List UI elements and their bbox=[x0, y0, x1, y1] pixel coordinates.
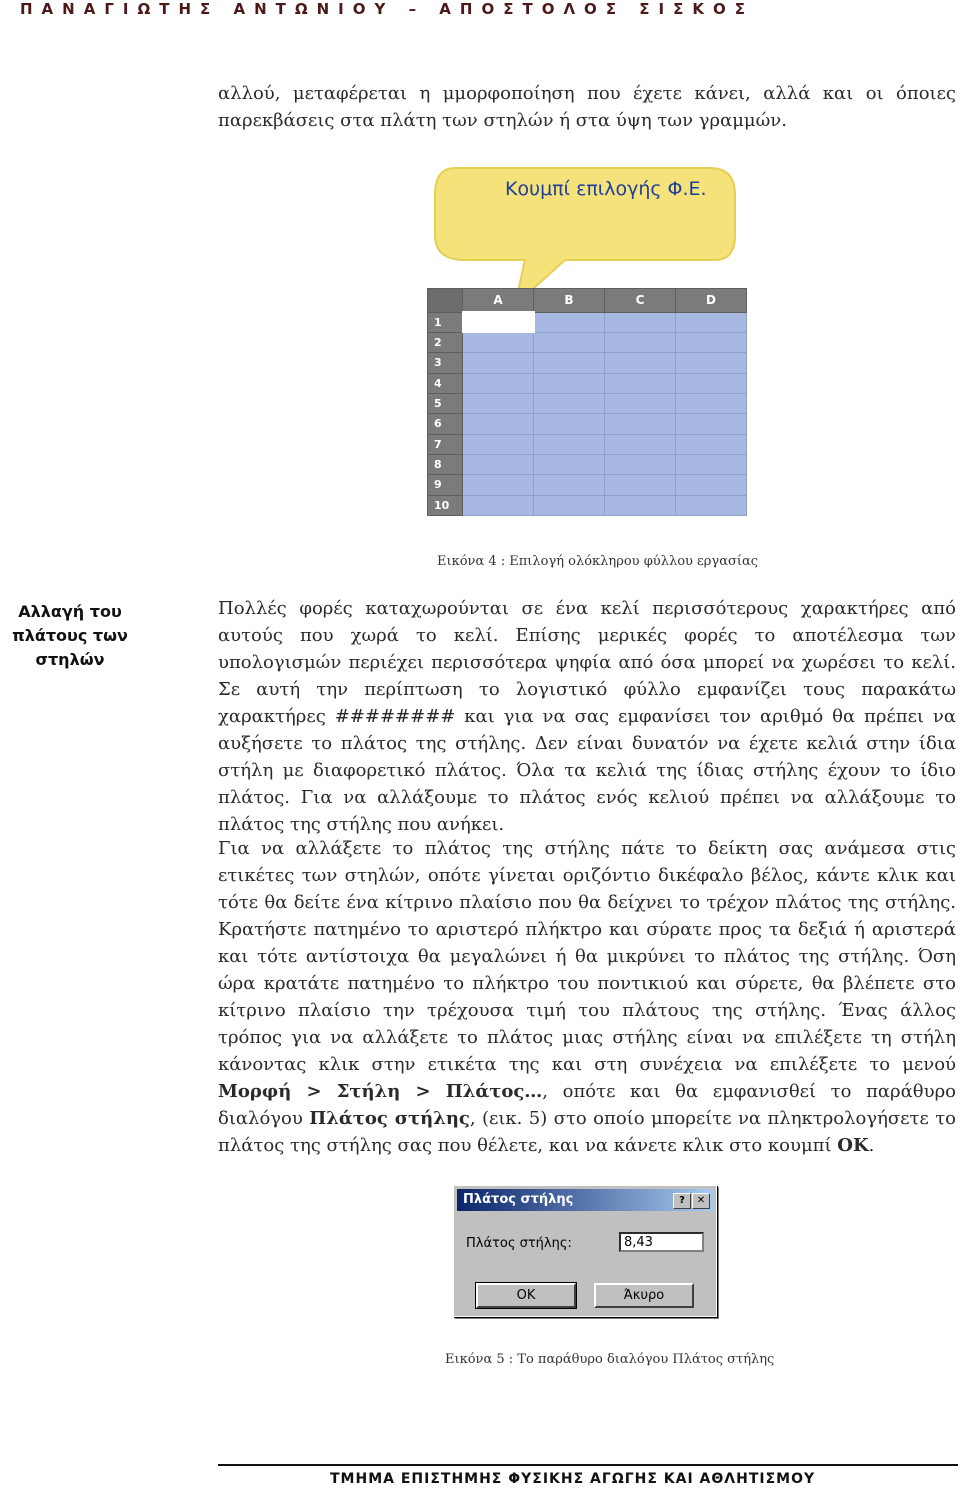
active-cell[interactable] bbox=[463, 312, 534, 332]
cell[interactable] bbox=[605, 353, 676, 373]
paragraph-1: Πολλές φορές καταχωρούνται σε ένα κελί περισσότερους χαρακτήρες από αυτούς που χωρά το κελί. Επίσης μερικές φορές το αποτέλεσμα των υπολογισμών περιέχει περισσότερα ψηφία από όσα μπορεί να χωρέσει το κελί. Σε αυτή την περίπτωση το λογιστικό φύλλο εμφανίζει τους παρακάτω χαρακτήρες ######## και για να σας εμφανίσει τον αριθμό θα πρέπει να αυξήσετε το πλάτος της στήλης. Δεν είναι δυνατόν να έχετε κελιά στην ίδια στήλη με διαφορετικό πλάτος. Όλα τα κελιά της ίδιας στήλης έχουν το ίδιο πλάτος. Για να αλλάξουμε το πλάτος ενός κελιού πρέπει να αλλάξουμε το πλάτος της στήλης που ανήκει. bbox=[218, 598, 956, 835]
row-header[interactable]: 3 bbox=[428, 353, 463, 373]
footer-divider bbox=[218, 1464, 958, 1466]
cell[interactable] bbox=[534, 475, 605, 495]
cell[interactable] bbox=[534, 393, 605, 413]
column-width-input[interactable] bbox=[619, 1232, 704, 1252]
cell[interactable] bbox=[463, 414, 534, 434]
cell[interactable] bbox=[534, 312, 605, 332]
spreadsheet-grid bbox=[427, 288, 747, 516]
close-icon[interactable]: ✕ bbox=[692, 1193, 710, 1209]
cell[interactable] bbox=[605, 393, 676, 413]
column-width-label: Πλάτος στήλης: bbox=[466, 1236, 572, 1251]
page-header: ΠΑΝΑΓΙΩΤΗΣ ΑΝΤΩΝΙΟΥ – ΑΠΟΣΤΟΛΟΣ ΣΙΣΚΟΣ bbox=[20, 0, 754, 18]
cell[interactable] bbox=[463, 454, 534, 474]
cell[interactable] bbox=[605, 332, 676, 352]
cell[interactable] bbox=[463, 495, 534, 515]
column-header-b[interactable]: B bbox=[534, 289, 605, 313]
ok-button[interactable]: OK bbox=[476, 1283, 576, 1308]
figure-5-caption: Εικόνα 5 : Το παράθυρο διαλόγου Πλάτος στήλης bbox=[445, 1352, 775, 1367]
select-all-button[interactable] bbox=[428, 289, 463, 313]
paragraph-2 bbox=[218, 835, 956, 1159]
cell[interactable] bbox=[534, 332, 605, 352]
cell[interactable] bbox=[676, 495, 747, 515]
column-header-c[interactable]: C bbox=[605, 289, 676, 313]
cell[interactable] bbox=[463, 475, 534, 495]
column-width-dialog bbox=[453, 1185, 717, 1317]
row-header[interactable]: 2 bbox=[428, 332, 463, 352]
ok-word: OK bbox=[837, 1135, 869, 1156]
cell[interactable] bbox=[534, 454, 605, 474]
cell[interactable] bbox=[463, 353, 534, 373]
cell[interactable] bbox=[676, 434, 747, 454]
cell[interactable] bbox=[676, 475, 747, 495]
row-header[interactable]: 8 bbox=[428, 454, 463, 474]
cancel-button[interactable]: Άκυρο bbox=[594, 1283, 694, 1308]
paragraph-2-text: Για να αλλάξετε το πλάτος της στήλης πάτε το δείκτη σας ανάμεσα στις ετικέτες των στηλών, οπότε γίνεται οριζόντιο δικέφαλο βέλος, κάντε κλικ και τότε θα δείτε ένα κίτρινο πλαίσιο που θα δείχνει το τρέχον πλάτος της στήλης. Κρατήστε πατημένο το αριστερό πλήκτρο και σύρατε προς τα δεξιά ή αριστερά και τότε αντίστοιχα θα μεγαλώνει ή θα μικρύνει το πλάτος της στήλης. Όση ώρα κρατάτε πατημένο το πλήκτρο του ποντικιού και σύρετε, θα βλέπετε στο κίτρινο πλαίσιο την τρέχουσα τιμή του πλάτους της στήλης. Ένας άλλος τρόπος για να αλλάξετε το πλάτος μιας στήλης είναι να επιλέξετε τη στήλη κάνοντας κλικ στην ετικέτα της και στη συνέχεια να επιλέξετε το μενού bbox=[218, 838, 956, 1075]
cell[interactable] bbox=[676, 393, 747, 413]
cell[interactable] bbox=[676, 414, 747, 434]
cell[interactable] bbox=[605, 414, 676, 434]
cell[interactable] bbox=[463, 332, 534, 352]
cell[interactable] bbox=[605, 434, 676, 454]
cell[interactable] bbox=[676, 454, 747, 474]
cell[interactable] bbox=[534, 353, 605, 373]
figure-4-caption: Εικόνα 4 : Επιλογή ολόκληρου φύλλου εργασίας bbox=[437, 554, 759, 569]
cell[interactable] bbox=[534, 434, 605, 454]
row-header[interactable]: 1 bbox=[428, 312, 463, 332]
cell[interactable] bbox=[605, 373, 676, 393]
dialog-title: Πλάτος στήλης bbox=[463, 1192, 574, 1207]
cell[interactable] bbox=[676, 332, 747, 352]
cell[interactable] bbox=[463, 393, 534, 413]
menu-path: Μορφή > Στήλη > Πλάτος… bbox=[218, 1081, 543, 1102]
row-header[interactable]: 6 bbox=[428, 414, 463, 434]
dialog-name: Πλάτος στήλης bbox=[309, 1108, 470, 1129]
cell[interactable] bbox=[605, 475, 676, 495]
paragraph-2-text: , οπότε και θα εμφανισθεί το παράθυρο διαλόγου bbox=[218, 1081, 956, 1129]
row-header[interactable]: 7 bbox=[428, 434, 463, 454]
cell[interactable] bbox=[676, 373, 747, 393]
spreadsheet-figure bbox=[427, 288, 747, 516]
row-header[interactable]: 5 bbox=[428, 393, 463, 413]
cell[interactable] bbox=[463, 434, 534, 454]
paragraph-2-end: . bbox=[868, 1135, 875, 1156]
help-icon[interactable]: ? bbox=[673, 1193, 691, 1209]
cell[interactable] bbox=[534, 373, 605, 393]
cell[interactable] bbox=[605, 312, 676, 332]
column-header-a[interactable]: A bbox=[463, 289, 534, 313]
cell[interactable] bbox=[676, 312, 747, 332]
cell[interactable] bbox=[676, 353, 747, 373]
cell[interactable] bbox=[463, 373, 534, 393]
cell[interactable] bbox=[605, 495, 676, 515]
column-header-d[interactable]: D bbox=[676, 289, 747, 313]
section-side-heading: Αλλαγή του πλάτους των στηλών bbox=[12, 602, 128, 669]
callout-text: Κουμπί επιλογής Φ.Ε. bbox=[505, 178, 707, 200]
row-header[interactable]: 4 bbox=[428, 373, 463, 393]
paragraph-2-text: , (εικ. 5) στο οποίο μπορείτε να πληκτρολογήσετε το πλάτος της στήλης σας που θέλετε, και να κάνετε κλικ στο κουμπί bbox=[218, 1108, 957, 1156]
row-header[interactable]: 9 bbox=[428, 475, 463, 495]
cell[interactable] bbox=[534, 414, 605, 434]
cell[interactable] bbox=[605, 454, 676, 474]
dialog-titlebar bbox=[457, 1189, 713, 1211]
row-header[interactable]: 10 bbox=[428, 495, 463, 515]
intro-paragraph: αλλού, μεταφέρεται η μμορφοποίηση που έχετε κάνει, αλλά και οι όποιες παρεκβάσεις στα πλάτη των στηλών ή στα ύψη των γραμμών. bbox=[218, 83, 956, 131]
page-footer: ΤΜΗΜΑ ΕΠΙΣΤΗΜΗΣ ΦΥΣΙΚΗΣ ΑΓΩΓΗΣ ΚΑΙ ΑΘΛΗΤΙΣΜΟΥ bbox=[330, 1471, 816, 1487]
cell[interactable] bbox=[534, 495, 605, 515]
